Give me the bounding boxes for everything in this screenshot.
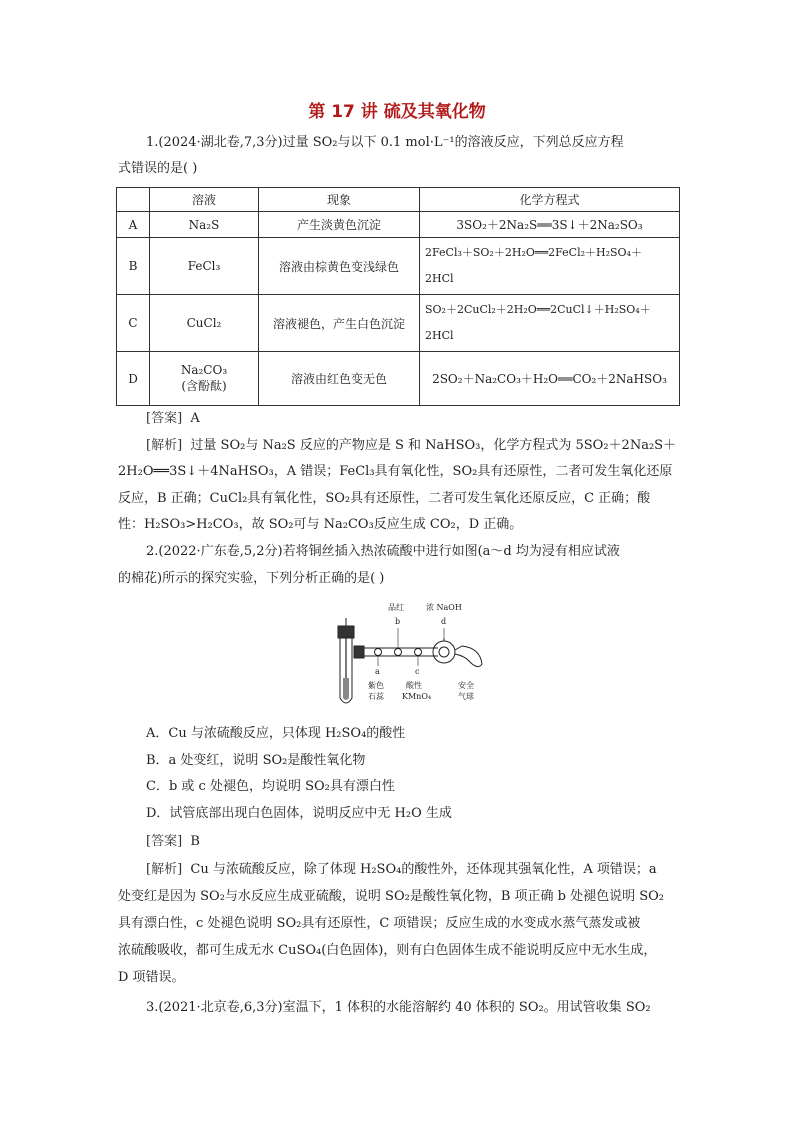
answer-tag: [答案]: [146, 834, 183, 849]
table-header-cell: 化学方程式: [420, 188, 680, 212]
table-row: [117, 352, 680, 406]
analysis-text: Cu 与浓硫酸反应，除了体现 H₂SO₄的酸性外，还体现其强氧化性，A 项错误；a: [190, 862, 657, 877]
label-c-line1: 酸性: [406, 681, 422, 690]
label-a-line1: 紫色: [368, 681, 384, 690]
table-row: [117, 212, 680, 238]
table-header-cell: [117, 188, 150, 212]
table-header-row: [117, 188, 680, 212]
q2-stem-line2: 的棉花)所示的探究实验，下列分析正确的是( ): [118, 571, 385, 586]
q2-analysis-line: 浓硫酸吸收，都可生成无水 CuSO₄(白色固体)，则有白色固体生成不能说明反应中无水生成，: [118, 943, 657, 958]
label-b-top: 品红: [388, 603, 404, 612]
phenomenon-cell: 溶液由红色变无色: [259, 352, 420, 406]
solution-line: (含酚酞): [181, 379, 227, 393]
q2-option-a: A．Cu 与浓硫酸反应，只体现 H₂SO₄的酸性: [146, 726, 406, 741]
q2-analysis-line: 处变红是因为 SO₂与水反应生成亚硫酸，说明 SO₂是酸性氧化物，B 项正确 b 处褪色说明 SO₂: [118, 889, 664, 904]
label-b: b: [395, 617, 401, 626]
equation-cell: 2SO₂＋Na₂CO₃＋H₂O══CO₂＋2NaHSO₃: [420, 352, 680, 406]
q3-stem-line1: 3.(2021·北京卷,6,3分)室温下，1 体积的水能溶解约 40 体积的 SO₂。用试管收集 SO₂: [146, 1000, 651, 1015]
equation-line: SO₂＋2CuCl₂＋2H₂O══2CuCl↓＋H₂SO₄＋: [425, 303, 651, 316]
q1-analysis-line: 反应，B 正确；CuCl₂具有氧化性，SO₂具有还原性，二者可发生氧化还原反应，C 正确；酸: [118, 491, 651, 506]
q2-stem-line1: 2.(2022·广东卷,5,2分)若将铜丝插入热浓硫酸中进行如图(a～d 均为浸有相应试液: [146, 544, 620, 559]
q2-analysis-line: [146, 860, 706, 880]
option-cell: A: [117, 212, 150, 238]
solution-cell: [150, 352, 259, 406]
answer-value: A: [190, 411, 200, 426]
option-cell: B: [117, 238, 150, 295]
q1-stem-line1: 1.(2024·湖北卷,7,3分)过量 SO₂与以下 0.1 mol·L⁻¹的溶液反应，下列总反应方程: [146, 135, 624, 150]
solution-cell: FeCl₃: [150, 238, 259, 295]
q2-analysis-line: 具有漂白性，c 处褪色说明 SO₂具有还原性，C 项错误；反应生成的水变成水蒸气蒸发或被: [118, 916, 641, 931]
label-c: c: [415, 667, 420, 676]
q2-option-d: D．试管底部出现白色固体，说明反应中无 H₂O 生成: [146, 806, 452, 821]
q2-answer: [146, 832, 706, 852]
balloon-label-line1: 安全: [458, 681, 474, 690]
phenomenon-cell: 溶液由棕黄色变浅绿色: [259, 238, 420, 295]
balloon-label-line2: 气球: [458, 692, 474, 701]
cotton-c: [415, 649, 422, 656]
label-d-top: 浓 NaOH: [426, 603, 462, 612]
phenomenon-cell: 产生淡黄色沉淀: [259, 212, 420, 238]
table-row: [117, 238, 680, 295]
q1-analysis-line: [146, 436, 706, 456]
equation-line: 2HCl: [425, 329, 454, 342]
label-a: a: [375, 667, 380, 676]
analysis-text: 过量 SO₂与 Na₂S 反应的产物应是 S 和 NaHSO₃，化学方程式为 5SO₂＋2Na₂S＋: [190, 438, 677, 453]
analysis-tag: [解析]: [146, 438, 183, 453]
q1-table: [116, 187, 680, 406]
liquid-shape: [343, 678, 349, 700]
apparatus-figure: [330, 598, 490, 713]
solution-line: Na₂CO₃: [180, 363, 228, 377]
equation-cell: 3SO₂＋2Na₂S══3S↓＋2Na₂SO₃: [420, 212, 680, 238]
analysis-tag: [解析]: [146, 862, 183, 877]
q1-answer: [146, 409, 706, 429]
label-d: d: [441, 617, 447, 626]
option-cell: C: [117, 295, 150, 352]
table-header-cell: 溶液: [150, 188, 259, 212]
answer-tag: [答案]: [146, 411, 183, 426]
label-a-line2: 石蕊: [368, 692, 384, 701]
label-c-line2: KMnO₄: [402, 692, 432, 701]
table-row: [117, 295, 680, 352]
phenomenon-cell: 溶液褪色，产生白色沉淀: [259, 295, 420, 352]
q1-analysis-line: 2H₂O══3S↓＋4NaHSO₃，A 错误；FeCl₃具有氧化性，SO₂具有还原性，二者可发生氧化还原: [118, 464, 673, 479]
q1-stem-line2: 式错误的是( ): [118, 161, 198, 176]
solution-cell: CuCl₂: [150, 295, 259, 352]
equation-cell: [420, 295, 680, 352]
cotton-d: [439, 647, 449, 657]
answer-value: B: [190, 834, 200, 849]
table-header-cell: 现象: [259, 188, 420, 212]
option-cell: D: [117, 352, 150, 406]
equation-line: 2HCl: [425, 272, 454, 285]
page-title: 第 17 讲 硫及其氧化物: [308, 102, 486, 122]
equation-line: 2FeCl₃＋SO₂＋2H₂O══2FeCl₂＋H₂SO₄＋: [425, 246, 642, 259]
q2-option-b: B．a 处变红，说明 SO₂是酸性氧化物: [146, 753, 366, 768]
q1-analysis-line: 性：H₂SO₃>H₂CO₃，故 SO₂可与 Na₂CO₃反应生成 CO₂，D 正确。: [118, 517, 523, 532]
cotton-b: [395, 649, 402, 656]
equation-cell: [420, 238, 680, 295]
q2-analysis-line: D 项错误。: [118, 970, 185, 985]
cotton-a: [375, 649, 382, 656]
solution-cell: Na₂S: [150, 212, 259, 238]
q2-option-c: C．b 或 c 处褪色，均说明 SO₂具有漂白性: [146, 779, 395, 794]
